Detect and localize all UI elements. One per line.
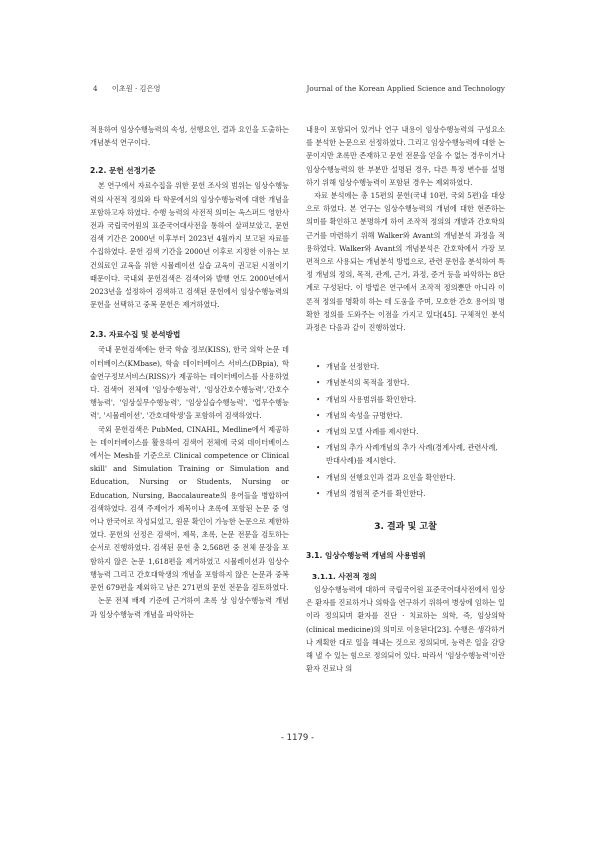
list-item: • 개념의 모델 사례를 제시한다.	[316, 425, 505, 438]
section-3-1-1-paragraph: 임상수행능력에 대하여 국립국어원 표준국어대사전에서 임상은 환자를 진료하거나 의학을 연구하기 위하여 병상에 임하는 일이라 정의되며 환자를 진단 · 치료하는 의학, 즉, 임상의학(clinical medicine)의 의미로 이용된다[23]. 수행은 생각하거나 계획한 대로 일을 해내는 것으로 정의되며, 능력은 일을 감당해 낼 수 있는 힘으로 정의되어 있다. 따라서 '임상수행능력'이란 환자 진료나 의	[306, 585, 505, 674]
list-item: • 개념의 사용범위를 확인한다.	[316, 393, 505, 406]
right-column	[306, 123, 505, 676]
section-2-3-paragraph-3: 논문 전체 배제 기준에 근거하여 초록 상 임상수행능력 개념과 임상수행능력 개념을 파악하는	[90, 596, 289, 619]
left-column	[90, 123, 289, 621]
section-2-3-heading: 2.3. 자료수집 및 분석방법	[90, 330, 181, 340]
section-3-1-heading: 3.1. 임상수행능력 개념의 사용범위	[306, 551, 426, 561]
running-header	[93, 84, 505, 96]
analysis-steps-list	[306, 360, 505, 500]
section-3-heading: 3. 결과 및 고찰	[374, 522, 437, 533]
section-2-3-paragraph-1: 국내 문헌검색에는 한국 학술 정보(KISS), 한국 의학 논문 데이터베이스(KMbase), 학술 데이터베이스 서비스(DBpia), 학술연구정보서비스(RISS)가 제공하는 데이터베이스를 사용하였다. 검색어 전체에 '임상수행능력', '임상간호수행능력','간호수행능력', '임상실무수행능력', '임상실습수행능력', '업무수행능력', '시뮬레이션', '간호대학생'을 포함하여 검색하였다.	[90, 345, 289, 421]
header-left	[93, 84, 160, 94]
section-2-2-heading: 2.2. 문헌 선정기준	[90, 166, 156, 176]
header-journal: Journal of the Korean Applied Science and Technology	[306, 84, 505, 93]
list-item: • 개념의 경험적 준거를 확인한다.	[316, 487, 505, 500]
section-3-1-1-heading: 3.1.1. 사전적 정의	[312, 572, 377, 582]
section-2-3-paragraph-2: 국외 문헌검색은 PubMed, CINAHL, Medline에서 제공하는 데이터베이스를 활용하여 검색어 전체에 국외 데이터베이스에서는 Mesh를 기준으로 Clinical competence or Clinical skill' and Simulation Training or Simulation and Education, Nursing or Students, Nursing or Education, Nursing, Baccalaureate의 용어들을 병합하여 검색하였다. 검색 주제어가 제목이나 초록에 포함된 논문 중 영어나 한국어로 작성되었고, 원문 확인이 가능한 논문으로 제한하였다. 문헌의 선정은 검색어, 제목, 초록, 논문 전문을 검토하는 순서로 진행하였다. 검색된 문헌 총 2,568편 중 전체 문장을 포함하지 않은 논문 1,618편을 제거하였고 시뮬레이션과 임상수행능력 그리고 간호대학생의 개념을 포함하지 않은 논문과 중복 문헌 679편을 제외하고 남은 271편의 문헌 전문을 검토하였다.	[90, 424, 289, 593]
list-item: • 개념의 속성을 규명한다.	[316, 409, 505, 422]
intro-paragraph: 적용하여 임상수행능력의 속성, 선행요인, 결과 요인을 도출하는 개념분석 연구이다.	[90, 125, 289, 148]
header-authors: 이초원 · 김은영	[111, 84, 161, 93]
list-item: • 개념의 선행요인과 결과 요인을 확인한다.	[316, 471, 505, 484]
section-2-2-paragraph: 본 연구에서 자료수집을 위한 문헌 조사의 범위는 임상수행능력의 사전적 정의와 타 학문에서의 임상수행능력에 대한 개념을 포함하고자 하였다. 수행 능력의 사전적 의미는 옥스퍼드 영한사전과 국립국어원의 표준국어대사전을 통하여 살펴보았고, 문헌검색 기간은 2000년 이후부터 2023년 4월까지 보고된 자료를 수집하였다. 문헌 검색 기간을 2000년 이후로 지정한 이유는 보건의료인 교육을 위한 시뮬레이션 실습 교육이 권고된 시점이기 때문이다. 국내외 문헌검색은 검색어와 발행 연도 2000년에서 2023년을 설정하여 검색하고 검색된 문헌에서 임상수행능력의 문헌을 선택하고 중복 문헌은 제거하였다.	[90, 181, 289, 310]
page-number: - 1179 -	[280, 733, 315, 743]
list-item: • 개념을 선정한다.	[316, 360, 505, 373]
list-item: • 개념의 추가 사례개념의 추가 사례(경계사례, 관련사례, 반대사례)를 제시한다.	[316, 441, 505, 467]
list-item: • 개념분석의 목적을 정한다.	[316, 376, 505, 389]
right-paragraph-2: 자료 분석에는 총 15편의 문헌(국내 10편, 국외 5편)을 대상으로 하였다. 본 연구는 임상수행능력의 개념에 대한 현존하는 의미를 확인하고 분명하게 하여 조작적 정의의 개발과 간호학의 근거를 마련하기 위해 Walker와 Avant의 개념분석 과정을 적용하였다. Walker와 Avant의 개념분석은 간호학에서 가장 보편적으로 사용되는 개념분석 방법으로, 관련 문헌을 분석하여 특정 개념의 정의, 목적, 관계, 근거, 과정, 준거 등을 파악하는 8단계로 구성된다. 이 방법은 연구에서 조작적 정의뿐만 아니라 이론적 정의를 명확히 하는 데 도움을 주며, 모호한 간호 용어의 명확한 정의를 도와주는 이점을 가지고 있다[45]. 구체적인 분석 과정은 다음과 같이 진행하였다.	[306, 191, 505, 333]
right-paragraph-1: 내용이 포함되어 있거나 연구 내용이 임상수행능력의 구성요소를 분석한 논문으로 선정하였다. 그리고 임상수행능력에 대한 논문이지만 초록만 존재하고 문헌 전문을 얻을 수 없는 경우이거나 임상수행능력의 한 부분만 설명된 경우, 다른 특정 변수를 설명하기 위해 임상수행능력이 포함된 경우는 제외하였다.	[306, 125, 505, 187]
header-page-number: 4	[93, 84, 98, 93]
